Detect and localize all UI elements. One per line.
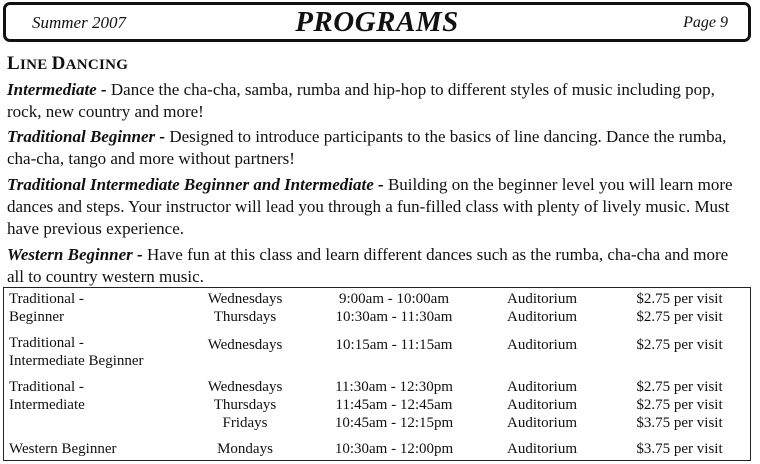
session-day: Wednesdays <box>207 291 283 307</box>
session-time: 9:00am - 10:00am <box>339 291 449 307</box>
session-location: Auditorium <box>507 337 577 353</box>
session-time: 10:45am - 12:15pm <box>334 415 454 431</box>
page-title: PROGRAMS <box>295 6 459 38</box>
session-fee: $3.75 per visit <box>636 415 723 431</box>
session-day: Wednesdays <box>207 337 283 353</box>
page-number: Page 9 <box>683 14 728 31</box>
description-term: Intermediate - <box>7 80 107 99</box>
session-location: Auditorium <box>507 309 577 325</box>
description-text: Designed to introduce participants to the basics of line dancing. Dance the rumba, cha-cha, tango and more without partners! <box>7 127 727 168</box>
description-term: Western Beginner - <box>7 245 143 264</box>
program-name-line: Beginner <box>9 309 64 325</box>
session-location: Auditorium <box>507 291 577 307</box>
session-day: Wednesdays <box>207 379 283 395</box>
description-western-beginner <box>7 244 747 288</box>
program-name-line: Traditional - <box>9 335 84 351</box>
session-location: Auditorium <box>507 441 577 457</box>
session-day: Mondays <box>217 441 273 457</box>
session-fee: $2.75 per visit <box>636 291 723 307</box>
description-intermediate <box>7 79 747 123</box>
description-text: Building on the beginner level you will learn more dances and steps. Your instructor will lead you through a fun-filled class with plenty of lively music. Must have previous experience. <box>7 175 733 238</box>
session-location: Auditorium <box>507 379 577 395</box>
section-title-initial-2: D <box>51 53 66 74</box>
description-term: Traditional Intermediate Beginner and Intermediate - <box>7 175 384 194</box>
session-time: 10:15am - 11:15am <box>335 337 453 353</box>
session-time: 11:45am - 12:45am <box>335 397 453 413</box>
program-name-line: Western Beginner <box>9 441 117 457</box>
program-name-line: Traditional - <box>9 291 84 307</box>
page-header <box>3 2 751 42</box>
description-traditional-beginner <box>7 126 747 170</box>
season-label: Summer 2007 <box>32 13 126 32</box>
session-time: 10:30am - 12:00pm <box>334 441 454 457</box>
program-name-line: Traditional - <box>9 379 84 395</box>
schedule-table <box>3 287 751 461</box>
session-location: Auditorium <box>507 415 577 431</box>
session-time: 10:30am - 11:30am <box>335 309 453 325</box>
section-title-rest-1: INE <box>19 57 52 73</box>
session-fee: $2.75 per visit <box>636 397 723 413</box>
description-term: Traditional Beginner - <box>7 127 166 146</box>
session-day: Thursdays <box>213 309 277 325</box>
description-traditional-intermediate <box>7 174 747 240</box>
session-day: Fridays <box>222 415 268 431</box>
session-fee: $2.75 per visit <box>636 309 723 325</box>
session-fee: $3.75 per visit <box>636 441 723 457</box>
session-fee: $2.75 per visit <box>636 337 723 353</box>
description-text: Have fun at this class and learn different dances such as the rumba, cha-cha and more all to country western music. <box>7 245 729 286</box>
session-time: 11:30am - 12:30pm <box>335 379 453 395</box>
session-fee: $2.75 per visit <box>636 379 723 395</box>
program-name-line: Intermediate Beginner <box>9 353 144 369</box>
session-day: Thursdays <box>213 397 277 413</box>
section-title <box>7 53 128 75</box>
section-title-rest-2: ANCING <box>65 57 129 73</box>
session-location: Auditorium <box>507 397 577 413</box>
description-text: Dance the cha-cha, samba, rumba and hip-hop to different styles of music including pop, rock, new country and more! <box>7 80 715 121</box>
section-title-initial-1: L <box>7 53 20 74</box>
program-name-line: Intermediate <box>9 397 85 413</box>
